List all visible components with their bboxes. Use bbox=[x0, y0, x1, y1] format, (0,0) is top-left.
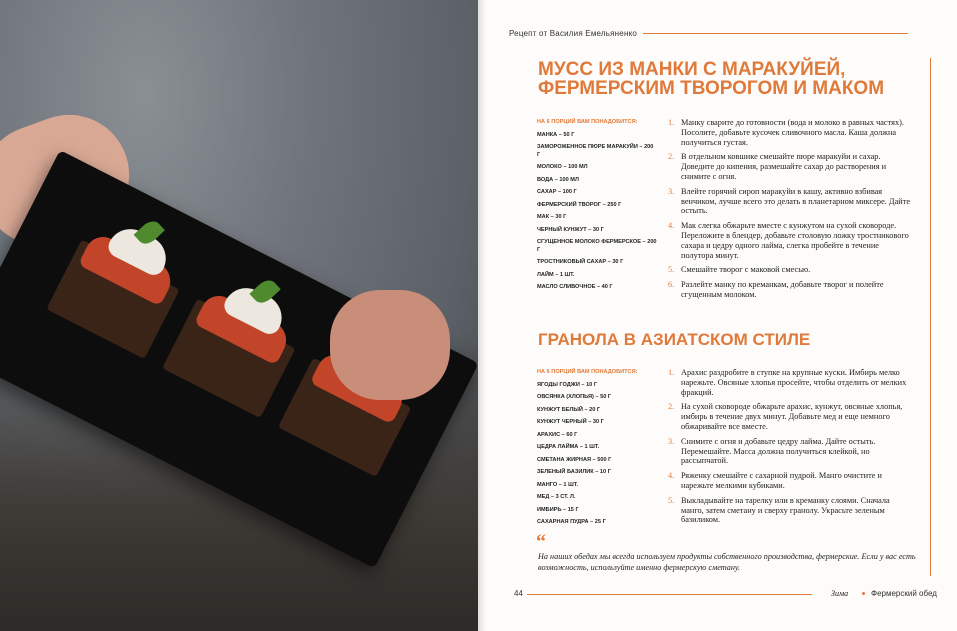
step-number: 5. bbox=[668, 495, 675, 505]
photo-canape bbox=[162, 299, 295, 418]
ingredient-item: САХАРНАЯ ПУДРА – 25 Г bbox=[537, 519, 606, 525]
step-number: 4. bbox=[668, 471, 675, 481]
recipe2-title: ГРАНОЛА В АЗИАТСКОМ СТИЛЕ bbox=[538, 330, 811, 349]
page-number: 44 bbox=[514, 589, 523, 598]
step-item bbox=[668, 265, 910, 275]
ingredient-item: ИМБИРЬ – 15 Г bbox=[537, 506, 579, 513]
step-number: 3. bbox=[668, 436, 675, 446]
step-number: 3. bbox=[668, 186, 675, 196]
step-number: 5. bbox=[668, 265, 675, 275]
ingredient-item: ВОДА – 100 МЛ bbox=[537, 176, 579, 183]
ingredient-item: АРАХИС – 60 Г bbox=[537, 431, 578, 438]
ingredient-item: МАНГО – 1 ШТ. bbox=[537, 481, 579, 488]
step-number: 2. bbox=[668, 402, 675, 412]
step-number: 6. bbox=[668, 280, 675, 290]
ingredient-item: СМЕТАНА ЖИРНАЯ – 500 Г bbox=[537, 456, 612, 463]
ingredient-item: МЕД – 3 СТ. Л. bbox=[537, 494, 576, 500]
ingredients-heading: НА 6 ПОРЦИЙ ВАМ ПОНАДОБИТСЯ: bbox=[537, 119, 638, 125]
step-item bbox=[668, 471, 910, 491]
bullet-dot-icon bbox=[862, 592, 865, 595]
step-item bbox=[668, 496, 910, 525]
footer-rule bbox=[527, 594, 812, 595]
ingredient-item: ФЕРМЕРСКИЙ ТВОРОГ – 250 Г bbox=[537, 201, 622, 208]
ingredient-item: КУНЖУТ ЧЕРНЫЙ – 30 Г bbox=[537, 419, 604, 425]
step-item bbox=[668, 437, 910, 466]
footer-section: Фермерский обед bbox=[871, 589, 937, 598]
photo-canape bbox=[46, 240, 179, 359]
ingredient-item: ЗАМОРОЖЕННОЕ ПЮРЕ МАРАКУЙИ – 200 Г bbox=[537, 144, 654, 158]
ingredient-item: ЛАЙМ – 1 ШТ. bbox=[537, 271, 575, 278]
food-photo bbox=[0, 0, 478, 631]
ingredient-item: ЗЕЛЕНЫЙ БАЗИЛИК – 10 Г bbox=[537, 469, 611, 475]
step-text: Ряженку смешайте с сахарной пудрой. Манго очистите и нарежьте мелкими кубиками. bbox=[681, 471, 882, 490]
quote-mark-icon: “ bbox=[536, 531, 546, 553]
ingredient-item: КУНЖУТ БЕЛЫЙ – 20 Г bbox=[537, 406, 601, 413]
step-number: 1. bbox=[668, 368, 675, 377]
ingredient-item: МАНКА – 50 Г bbox=[537, 131, 575, 138]
step-item bbox=[668, 280, 910, 300]
header-rule bbox=[643, 33, 908, 34]
ingredient-item: МАК – 30 Г bbox=[537, 214, 567, 220]
step-text: Разлейте манку по креманкам, добавьте творог и полейте сгущенным молоком. bbox=[681, 280, 884, 299]
recipe1-steps bbox=[668, 118, 910, 305]
chef-quote: На наших обедах мы всегда используем продукты собственного производства, фермерские. Если у вас есть возможность, используйте именно фермерскую сметану. bbox=[538, 552, 916, 572]
step-text: Снимите с огня и добавьте цедру лайма. Дайте остыть. Перемешайте. Масса должна получиться клейкой, но рассыпчатой. bbox=[681, 436, 876, 466]
ingredients-heading: НА 6 ПОРЦИЙ ВАМ ПОНАДОБИТСЯ: bbox=[537, 369, 638, 375]
ingredient-item: ЯГОДЫ ГОДЖИ – 10 Г bbox=[537, 381, 598, 388]
step-item bbox=[668, 368, 910, 397]
step-text: Выкладывайте на тарелку или в креманку слоями. Сначала манго, затем сметану и сверху гранолу. Украсьте зеленым базиликом. bbox=[681, 495, 890, 525]
ingredient-item: МАСЛО СЛИВОЧНОЕ – 40 Г bbox=[537, 284, 613, 290]
recipe2-steps bbox=[668, 368, 910, 530]
recipe2-ingredients bbox=[537, 369, 657, 532]
step-text: Арахис раздробите в ступке на крупные куски. Имбирь мелко нарежьте. Овсяные хлопья просейте, чтобы отделить от мелких фракций. bbox=[681, 368, 907, 397]
step-text: На сухой сковороде обжарьте арахис, кунжут, овсяные хлопья, имбирь в течение двух минут. Добавьте мед и еще немного обжаривайте все вместе. bbox=[681, 402, 903, 431]
ingredient-item: МОЛОКО – 100 МЛ bbox=[537, 164, 588, 170]
ingredient-item: ОВСЯНКА (ХЛОПЬЯ) – 50 Г bbox=[537, 394, 612, 400]
ingredient-item: ЧЕРНЫЙ КУНЖУТ – 30 Г bbox=[537, 226, 604, 233]
step-text: Смешайте творог с маковой смесью. bbox=[681, 265, 811, 275]
footer-season: Зима bbox=[831, 589, 849, 598]
step-item bbox=[668, 187, 910, 216]
recipe1-ingredients bbox=[537, 119, 657, 297]
step-number: 4. bbox=[668, 221, 675, 231]
step-number: 2. bbox=[668, 152, 675, 162]
ingredient-item: СГУЩЕННОЕ МОЛОКО ФЕРМЕРСКОЕ – 200 Г bbox=[537, 239, 657, 253]
step-item bbox=[668, 402, 910, 431]
step-number: 1. bbox=[668, 118, 675, 127]
page-vertical-rule bbox=[930, 58, 931, 576]
author-line: Рецепт от Василия Емельяненко bbox=[509, 29, 638, 38]
step-item bbox=[668, 221, 910, 260]
page-gutter-shadow bbox=[478, 0, 486, 631]
recipe1-title: МУСС ИЗ МАНКИ С МАРАКУЙЕЙ, ФЕРМЕРСКИМ ТВОРОГОМ И МАКОМ bbox=[538, 59, 885, 99]
photo-right-hand bbox=[330, 290, 450, 400]
step-text: В отдельном ковшике смешайте пюре маракуйи и сахар. Доведите до кипения, размешайте сахар до растворения и снимите с огня. bbox=[681, 152, 887, 181]
ingredient-item: САХАР – 100 Г bbox=[537, 189, 577, 195]
step-text: Мак слегка обжарьте вместе с кунжутом на сухой сковороде. Переложите в блендер, добавьте столовую ложку тростникового сахара и цедру одного лайма, слегка пробейте в течение полутора минут. bbox=[681, 221, 909, 260]
ingredient-item: ЦЕДРА ЛАЙМА – 1 ШТ. bbox=[537, 444, 600, 450]
step-text: Манку сварите до готовности (вода и молоко в равных частях). Посолите, добавьте кусочек сливочного масла. Каша должна получиться густая. bbox=[681, 118, 904, 147]
ingredient-item: ТРОСТНИКОВЫЙ САХАР – 30 Г bbox=[537, 259, 624, 265]
step-item bbox=[668, 152, 910, 181]
step-text: Влейте горячий сироп маракуйи в кашу, активно взбивая венчиком, лучше всего это делать в планетарном миксере. Дайте остыть. bbox=[681, 186, 911, 216]
step-item bbox=[668, 118, 910, 147]
